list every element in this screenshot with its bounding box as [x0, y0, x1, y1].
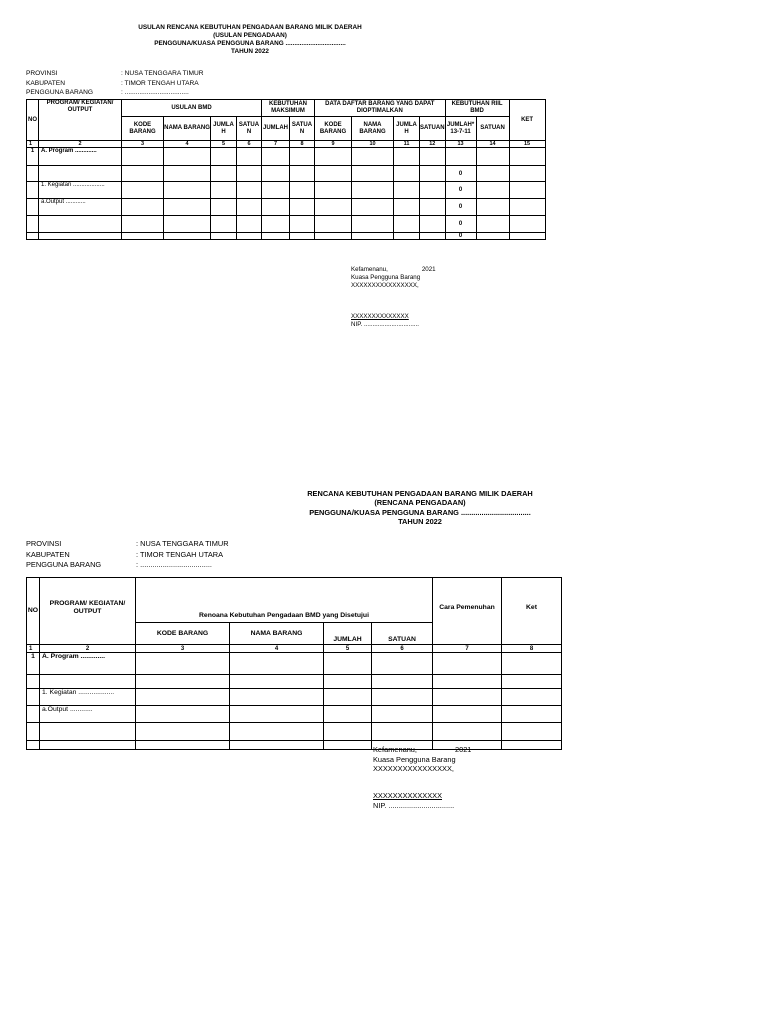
signature-name-underlined: XXXXXXXXXXXXXX [373, 790, 443, 800]
table-row [27, 182, 546, 199]
row-program [39, 233, 122, 240]
col-satuan: SATUA N [290, 117, 315, 141]
col-kebutuhan-riil: KEBUTUHAN RIIL BMD [445, 100, 509, 117]
column-number-row: 1 2 3 4 5 6 7 8 [27, 645, 562, 653]
col-satuan: SATUAN [372, 623, 433, 645]
col-no: NO [27, 100, 39, 141]
table-row [27, 741, 562, 750]
kabupaten-label: KABUPATEN [26, 79, 65, 87]
signature-role: Kuasa Pengguna Barang [351, 274, 421, 282]
provinsi-label: PROVINSI [26, 539, 62, 548]
table-row [27, 216, 546, 233]
row-program [39, 216, 122, 233]
rencana-table [26, 577, 562, 750]
table-row [27, 166, 546, 182]
row-value: 0 [445, 199, 476, 216]
provinsi-value: : NUSA TENGGARA TIMUR [136, 539, 229, 548]
col-no: NO [27, 578, 40, 645]
row-program [39, 166, 122, 182]
row-no [27, 689, 40, 706]
form2-title: RENCANA KEBUTUHAN PENGADAAN BARANG MILIK DAERAH (RENCANA PENGADAAN) PENGGUNA/KUASA PENGGUNA BARANG .................................. TAHUN 2022 [307, 489, 533, 526]
pengguna-value: : ................................... [136, 560, 212, 570]
table-row [27, 706, 562, 723]
row-program: A. Program ............. [39, 148, 122, 166]
col-rencana: Renoana Kebutuhan Pengadaan BMD yang Disetujui [136, 578, 433, 623]
col-jumlah: JUMLAH [262, 117, 290, 141]
kabupaten-value: : TIMOR TENGAH UTARA [121, 79, 199, 87]
table-row [27, 653, 562, 675]
col-jumlah-formula: JUMLAH* 13-7-11 [445, 117, 476, 141]
col-satuan: SATUAN [420, 117, 446, 141]
row-program: A. Program ............. [40, 653, 136, 675]
col-satuan: SATUAN [476, 117, 509, 141]
pengguna-value: : ................................... [121, 89, 189, 97]
form2-info [26, 539, 229, 571]
signature-year: 2021 [454, 745, 472, 754]
provinsi-label: PROVINSI [26, 70, 58, 77]
kabupaten-label: KABUPATEN [26, 549, 70, 559]
row-no [27, 233, 39, 240]
col-kebutuhan-maksimum: KEBUTUHAN MAKSIMUM [262, 100, 315, 117]
form1-title: USULAN RENCANA KEBUTUHAN PENGADAAN BARANG MILIK DAERAH (USULAN PENGADAAN) PENGGUNA/KUASA PENGGUNA BARANG .................................. TAHUN 2022 [138, 24, 362, 55]
signature-nip: NIP. ................................ [373, 800, 455, 810]
table-row [27, 199, 546, 216]
col-program: PROGRAM/ KEGIATAN/ OUTPUT [39, 100, 122, 141]
col-data-daftar: DATA DAFTAR BARANG YANG DAPAT DIOPTIMALKAN [315, 100, 446, 117]
signature-role: Kuasa Pengguna Barang [373, 754, 456, 764]
row-program [40, 723, 136, 741]
row-program: 1. Kegiatan ................... [39, 182, 122, 199]
pengguna-label: PENGGUNA BARANG [26, 89, 94, 97]
row-value: 0 [445, 233, 476, 240]
row-program [40, 741, 136, 750]
form1-signature [351, 266, 436, 329]
row-no [27, 741, 40, 750]
form2-signature [373, 745, 471, 810]
row-program: a.Output ............ [40, 706, 136, 723]
row-value: 0 [445, 166, 476, 182]
pengguna-label: PENGGUNA BARANG [26, 560, 102, 570]
signature-place: Kefamenanu, [373, 745, 417, 754]
row-no [27, 675, 40, 689]
row-no [27, 182, 39, 199]
signature-place: Kefamenanu, [351, 266, 388, 273]
signature-nip: NIP. ................................ [351, 321, 419, 329]
col-kode-barang: KODE BARANG [122, 117, 164, 141]
form1-info [26, 69, 204, 98]
col-nama-barang: NAMA BARANG [164, 117, 211, 141]
table-row [27, 723, 562, 741]
col-nama-barang: NAMA BARANG [352, 117, 394, 141]
table-row [27, 233, 546, 240]
column-number-row: 1 2 3 4 5 6 7 8 9 10 11 12 13 14 15 [27, 141, 546, 148]
row-no [27, 166, 39, 182]
signature-name: XXXXXXXXXXXXXXXX, [373, 764, 454, 774]
row-no: 1 [27, 148, 39, 166]
col-jumlah: JUMLAH [324, 623, 372, 645]
row-value: 0 [445, 216, 476, 233]
usulan-table [26, 99, 546, 240]
table-row [27, 148, 546, 166]
row-program: 1. Kegiatan ................... [40, 689, 136, 706]
table-row [27, 689, 562, 706]
table-row [27, 675, 562, 689]
col-ket: Ket [502, 578, 562, 645]
col-jumlah: JUMLA H [211, 117, 237, 141]
col-program: PROGRAM/ KEGIATAN/ OUTPUT [40, 578, 136, 645]
row-value: 0 [445, 182, 476, 199]
col-ket: KET [509, 100, 545, 141]
row-no [27, 723, 40, 741]
col-kode-barang: KODE BARANG [136, 623, 230, 645]
col-usulan-bmd: USULAN BMD [122, 100, 262, 117]
signature-year: 2021 [421, 266, 436, 273]
signature-name: XXXXXXXXXXXXXXXX, [351, 282, 419, 290]
col-nama-barang: NAMA BARANG [230, 623, 324, 645]
row-value [445, 148, 476, 166]
kabupaten-value: : TIMOR TENGAH UTARA [136, 549, 224, 559]
col-cara-pemenuhan: Cara Pemenuhan [433, 578, 502, 645]
row-no [27, 216, 39, 233]
provinsi-value: : NUSA TENGGARA TIMUR [121, 70, 204, 77]
row-no [27, 706, 40, 723]
row-no [27, 199, 39, 216]
row-program: a.Output ............ [39, 199, 122, 216]
signature-name-underlined: XXXXXXXXXXXXXX [351, 313, 409, 321]
row-program [40, 675, 136, 689]
col-kode-barang: KODE BARANG [315, 117, 352, 141]
col-jumlah: JUMLA H [394, 117, 420, 141]
row-no: 1 [27, 653, 40, 675]
col-satuan: SATUA N [237, 117, 262, 141]
